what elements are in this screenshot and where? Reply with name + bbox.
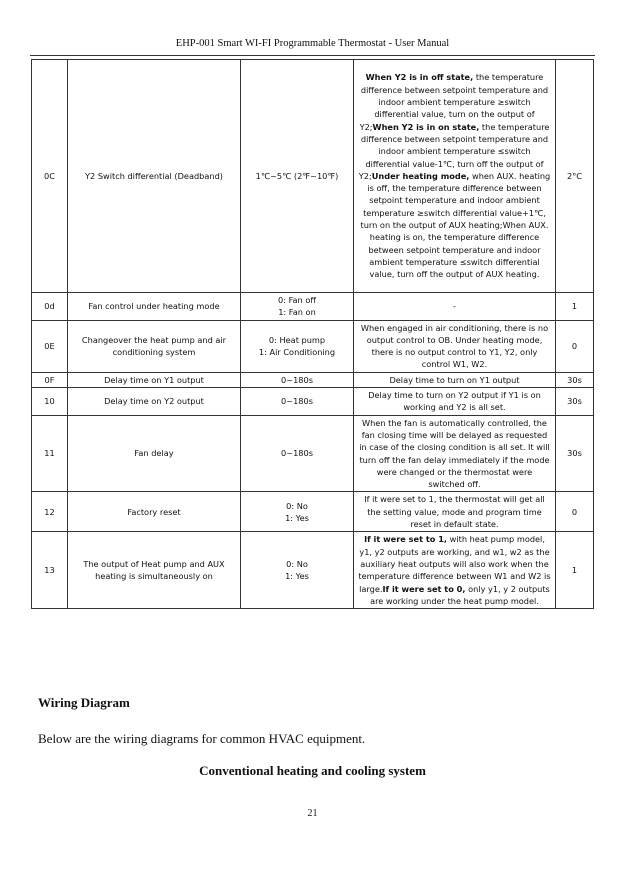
parameter-function: Delay time on Y1 output [68, 372, 241, 387]
description-text: If it were set to 1, the thermostat will get all the setting value, mode and program time reset in default state. [364, 494, 545, 530]
range-option: 1: Yes [285, 512, 309, 523]
parameter-table [31, 59, 594, 609]
parameter-description [354, 532, 556, 609]
parameter-function: Delay time on Y2 output [68, 388, 241, 416]
description-text: When engaged in air conditioning, there is no output control to OB. Under heating mode, there is no output control to Y1, Y2, only control W1, W2. [360, 322, 549, 370]
range-option: 1: Yes [285, 571, 309, 582]
parameter-description [354, 320, 556, 372]
parameter-range: 0~180s [241, 388, 354, 416]
description-text: - [453, 301, 456, 312]
parameter-range [241, 293, 354, 321]
parameter-code: 0d [32, 293, 68, 321]
parameter-default: 1 [556, 532, 594, 609]
parameter-row [32, 293, 594, 321]
parameter-range [241, 320, 354, 372]
range-option: 0: No [286, 559, 308, 570]
range-option: 0: Fan off [278, 295, 316, 305]
description-emphasis: If it were set to 1, [364, 534, 448, 545]
parameter-row [32, 415, 594, 492]
parameter-code: 0E [32, 320, 68, 372]
parameter-default: 1 [556, 293, 594, 321]
parameter-default: 0 [556, 492, 594, 532]
parameter-function: Fan delay [68, 415, 241, 492]
wiring-diagram-description: Below are the wiring diagrams for common HVAC equipment. [38, 731, 366, 746]
parameter-default: 0 [556, 320, 594, 372]
parameter-description [354, 415, 556, 492]
parameter-code: 12 [32, 492, 68, 532]
parameter-range [241, 532, 354, 609]
parameter-function: The output of Heat pump and AUX heating is simultaneously on [68, 532, 241, 609]
parameter-range: 1℃~5℃ (2℉~10℉) [241, 60, 354, 293]
range-option: 1: Fan on [278, 307, 316, 318]
description-text: the temperature difference between setpoint temperature and indoor ambient temperature ≤switch differential value-1℃, turn off the output of Y2; [358, 121, 550, 181]
range-option: 0: Heat pump [268, 334, 326, 345]
parameter-default: 30s [556, 388, 594, 416]
parameter-description [354, 372, 556, 387]
parameter-default: 30s [556, 372, 594, 387]
page-number: 21 [307, 808, 318, 819]
parameter-table-body [32, 60, 594, 609]
parameter-description [354, 492, 556, 532]
parameter-function: Factory reset [68, 492, 241, 532]
parameter-range [241, 492, 354, 532]
parameter-description [354, 388, 556, 416]
page-header-title: EHP-001 Smart WI-FI Programmable Thermostat - User Manual [175, 38, 450, 49]
parameter-range: 0~180s [241, 372, 354, 387]
description-emphasis: If it were set to 0, [382, 583, 466, 594]
parameter-row [32, 492, 594, 532]
description-text: when AUX. heating is off, the temperature difference between setpoint temperature and indoor ambient temperature ≥switch differential value+1℃, turn on the output of AUX heating; [360, 170, 551, 231]
description-emphasis: When Y2 is in on state, [372, 121, 480, 132]
parameter-code: 0C [32, 60, 68, 293]
conventional-system-heading: Conventional heating and cooling system [199, 763, 426, 778]
header-divider [30, 55, 595, 56]
parameter-row [32, 388, 594, 416]
parameter-range: 0~180s [241, 415, 354, 492]
parameter-row [32, 320, 594, 372]
parameter-description [354, 293, 556, 321]
parameter-code: 10 [32, 388, 68, 416]
parameter-default: 2°C [556, 60, 594, 293]
parameter-default: 30s [556, 415, 594, 492]
description-text: with heat pump model, y1, y2 outputs are working, and w1, w2 as the auxiliary heat outputs will also work when the temperature difference between W1 and W2 is large. [358, 534, 551, 594]
range-option: 0: No [286, 500, 308, 511]
parameter-function: Y2 Switch differential (Deadband) [68, 60, 241, 293]
description-emphasis: Under heating mode, [371, 170, 470, 181]
parameter-code: 13 [32, 532, 68, 609]
description-emphasis: When Y2 is in off state, [365, 72, 474, 83]
description-text: When the fan is automatically controlled, the fan closing time will be delayed as requested in case of the closing condition is all set. It will turn off the fan delay immediately if the mode were changed or the thermostat were switched off. [359, 417, 550, 490]
description-text: When AUX. heating is on, the temperature difference between setpoint temperature and indoor ambient temperature ≤switch differential value, turn off the output of AUX heating. [368, 220, 549, 280]
parameter-code: 11 [32, 415, 68, 492]
description-text: Delay time to turn on Y2 output if Y1 is on working and Y2 is all set. [368, 390, 541, 413]
parameter-description [354, 60, 556, 293]
wiring-diagram-heading: Wiring Diagram [38, 695, 130, 710]
description-text: Delay time to turn on Y1 output [389, 374, 520, 385]
description-text: only y1, y 2 outputs are working under the heat pump model. [370, 583, 550, 606]
parameter-row [32, 372, 594, 387]
parameter-code: 0F [32, 372, 68, 387]
parameter-function: Changeover the heat pump and air conditioning system [68, 320, 241, 372]
description-text: the temperature difference between setpoint temperature and indoor ambient temperature ≥switch differential value, turn on the output of Y2; [359, 72, 549, 132]
parameter-function: Fan control under heating mode [68, 293, 241, 321]
parameter-row [32, 60, 594, 293]
parameter-row [32, 532, 594, 609]
range-option: 1: Air Conditioning [258, 347, 336, 358]
